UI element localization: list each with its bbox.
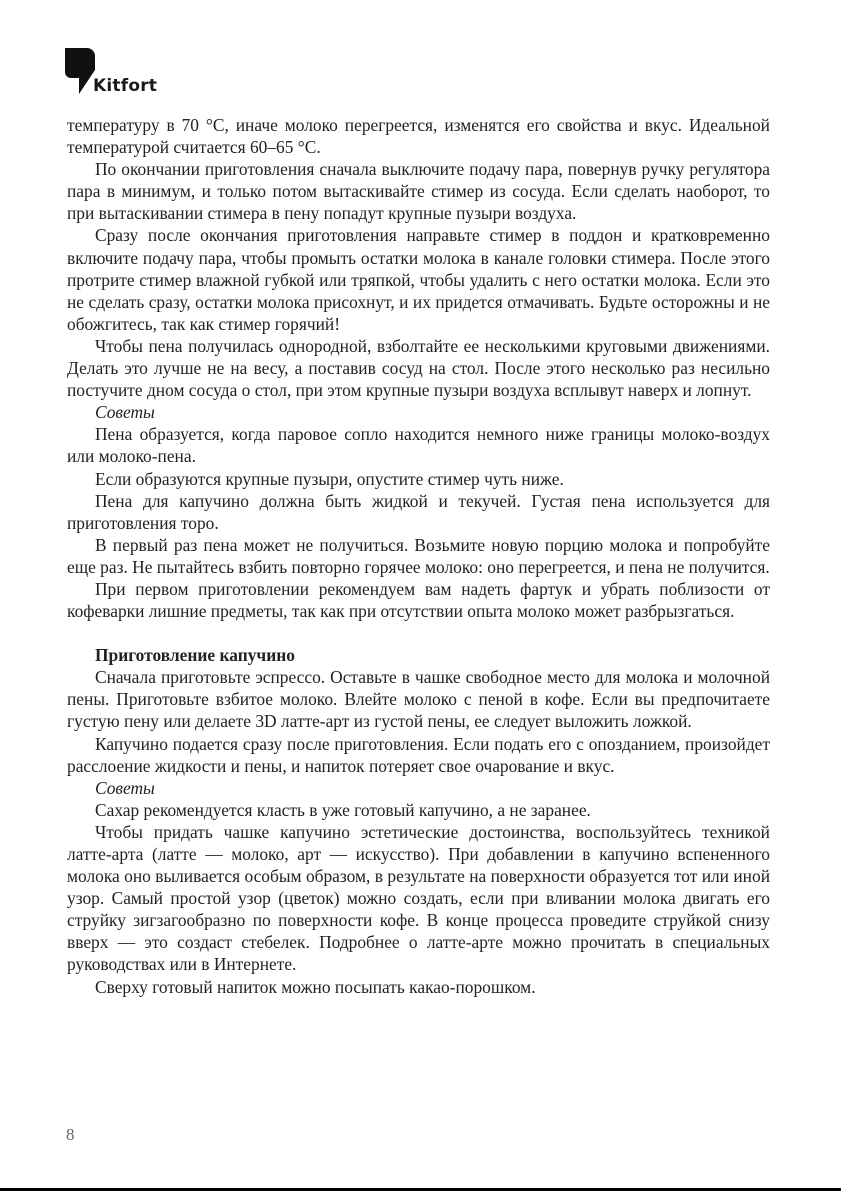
tip-paragraph: Пена для капучино должна быть жидкой и текучей. Густая пена используется для приготовления торо. — [67, 490, 770, 533]
tip-paragraph: Сахар рекомендуется класть в уже готовый капучино, а не заранее. — [95, 799, 591, 820]
paragraph: Сразу после окончания приготовления направьте стимер в поддон и кратковременно включите подачу пара, чтобы промыть остатки молока в канале головки стимера. После этого протрите стимер влажной губкой или тряпкой, чтобы удалить с него остатки молока. Если это не сделать сразу, остатки молока присохнут, и их придется отмачивать. Будьте осторожны и не обожгитесь, так как стимер горячий! — [67, 225, 770, 334]
kitfort-logo-icon — [65, 48, 95, 94]
paragraph: Чтобы пена получилась однородной, взболтайте ее несколькими круговыми движениями. Делать это лучше не на весу, а поставив сосуд на стол. После этого несколько раз несильно постучите дном сосуда о стол, при этом крупные пузыри воздуха всплывут наверх и лопнут. — [67, 335, 770, 401]
tip-paragraph: Сверху готовый напиток можно посыпать какао-порошком. — [95, 976, 536, 997]
tip-paragraph: Если образуются крупные пузыри, опустите стимер чуть ниже. — [95, 468, 564, 489]
paragraph: По окончании приготовления сначала выключите подачу пара, повернув ручку регулятора пара в минимум, и только потом вытаскивайте стимер из сосуда. Если сделать наоборот, то при вытаскивании стимера в пену попадут крупные пузыри воздуха. — [67, 159, 770, 224]
page-number: 8 — [66, 1125, 75, 1144]
tip-paragraph: Пена образуется, когда паровое сопло находится немного ниже границы молоко-воздух или молоко-пена. — [67, 424, 770, 467]
paragraph: Сначала приготовьте эспрессо. Оставьте в чашке свободное место для молока и молочной пены. Приготовьте взбитое молоко. Влейте молоко с пеной в кофе. Если вы предпочитаете густую пену или делаете 3D латте-арт из густой пены, ее следует выложить ложкой. — [67, 667, 770, 732]
paragraph: температуру в 70 °С, иначе молоко перегреется, изменятся его свойства и вкус. Идеальной температурой считается 60–65 °С. — [67, 115, 770, 158]
tips-label: Советы — [95, 777, 155, 798]
tips-label: Советы — [95, 402, 155, 423]
tip-paragraph: Чтобы придать чашке капучино эстетические достоинства, воспользуйтесь техникой латте-арта (латте — молоко, арт — искусство). При добавлении в капучино вспененного молока оно выливается особым образом, в результате на поверхности образуется тот или иной узор. Самый простой узор (цветок) можно создать, если при вливании молока двигать его струйку зигзагообразно по поверхности кофе. В конце процесса проведите струйкой снизу вверх — это создаст стебелек. Подробнее о латте-арте можно прочитать в специальных руководствах или в Интернете. — [67, 821, 770, 975]
paragraph: Капучино подается сразу после приготовления. Если подать его с опозданием, произойдет расслоение жидкости и пены, и напиток потеряет свое очарование и вкус. — [67, 733, 770, 776]
tip-paragraph: При первом приготовлении рекомендуем вам надеть фартук и убрать поблизости от кофеварки лишние предметы, так как при отсутствии опыта молоко может разбрызгаться. — [67, 578, 770, 622]
tip-paragraph: В первый раз пена может не получиться. Возьмите новую порцию молока и попробуйте еще раз. Не пытайтесь взбить повторно горячее молоко: оно перегреется, и пена не получится. — [67, 534, 770, 577]
section-heading: Приготовление капучино — [95, 645, 295, 666]
page-body — [67, 114, 770, 998]
brand-name: Kitfort — [93, 76, 158, 96]
brand-logo — [65, 48, 185, 98]
